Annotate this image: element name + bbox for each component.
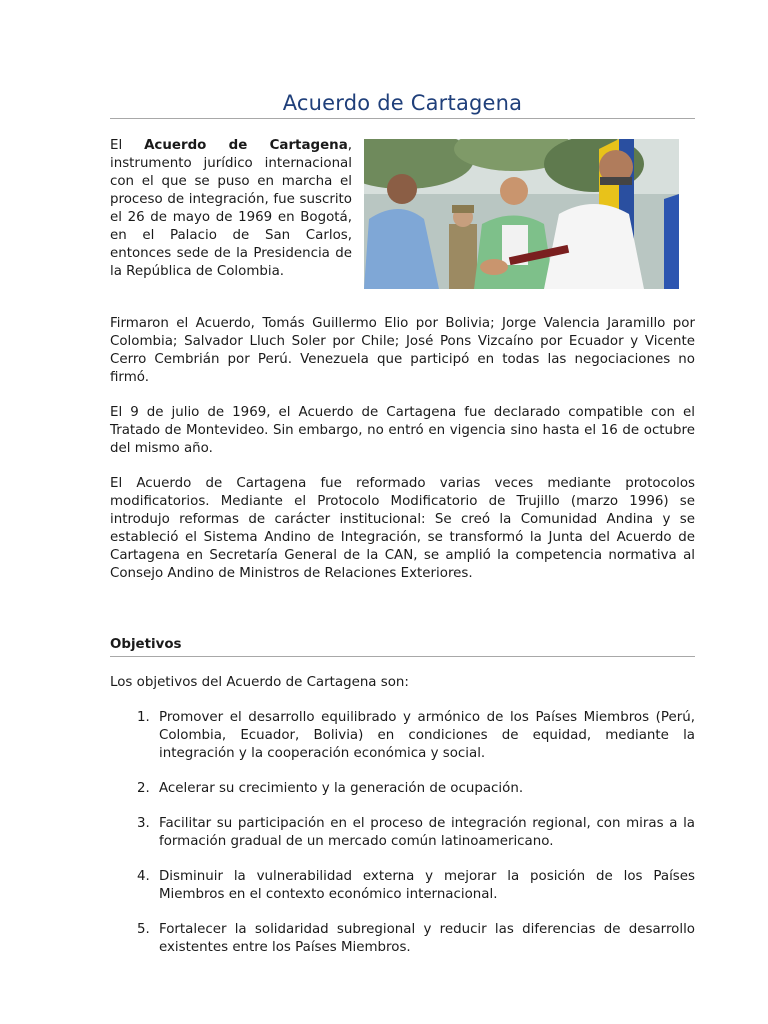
list-item (110, 815, 695, 851)
list-number: 4. (137, 869, 150, 884)
list-text: Disminuir la vulnerabilidad externa y mejorar la posición de los Países Miembros en el contexto económico internacional. (159, 869, 695, 902)
list-number: 2. (137, 781, 150, 796)
signing-photo (364, 139, 679, 289)
spacer (110, 600, 695, 636)
page-title: Acuerdo de Cartagena (282, 91, 523, 115)
paragraph-montevideo: El 9 de julio de 1969, el Acuerdo de Cartagena fue declarado compatible con el Tratado de Montevideo. Sin embargo, no entró en vigencia sino hasta el 16 de octubre del mismo año. (110, 405, 695, 456)
list-text: Facilitar su participación en el proceso de integración regional, con miras a la formación gradual de un mercado común latinoamericano. (159, 816, 695, 849)
list-number: 5. (137, 922, 150, 937)
list-text: Promover el desarrollo equilibrado y armónico de los Países Miembros (Perú, Colombia, Ecuador, Bolivia) en condiciones de equidad, mediante la integración y la cooperación económica y social. (159, 710, 695, 761)
list-item (110, 868, 695, 904)
intro-paragraph (110, 137, 352, 281)
objectives-intro: Los objetivos del Acuerdo de Cartagena son: (110, 675, 409, 690)
paragraph-signatories: Firmaron el Acuerdo, Tomás Guillermo Elio por Bolivia; Jorge Valencia Jaramillo por Colombia; Salvador Lluch Soler por Chile; José Pons Vizcaíno por Ecuador y Vicente Cerro Cembrián por Perú. Venezuela que participó en todas las negociaciones no firmó. (110, 316, 695, 385)
paragraph-reforms: El Acuerdo de Cartagena fue reformado varias veces mediante protocolos modificatorios. Mediante el Protocolo Modificatorio de Trujillo (marzo 1996) se introdujo reformas de carácter institucional: Se creó la Comunidad Andina y se estableció el Sistema Andino de Integración, se transformó la Junta del Acuerdo de Cartagena en Secretaría General de la CAN, se amplió la competencia normativa al Consejo Andino de Ministros de Relaciones Exteriores. (110, 476, 695, 581)
list-item (110, 709, 695, 763)
list-item (110, 780, 695, 798)
section-heading-objetivos: Objetivos (110, 637, 182, 652)
list-item (110, 921, 695, 957)
intro-lead: El (110, 138, 145, 153)
list-number: 1. (137, 710, 150, 725)
section-divider (110, 656, 695, 657)
intro-bold-term: Acuerdo de Cartagena (144, 138, 348, 153)
list-text: Fortalecer la solidaridad subregional y reducir las diferencias de desarrollo existentes entre los Países Miembros. (159, 922, 695, 955)
intro-block (110, 137, 695, 315)
objectives-list (110, 709, 695, 957)
list-text: Acelerar su crecimiento y la generación de ocupación. (159, 781, 524, 796)
list-number: 3. (137, 816, 150, 831)
intro-rest: , instrumento jurídico internacional con el que se puso en marcha el proceso de integración, fue suscrito el 26 de mayo de 1969 en Bogotá, en el Palacio de San Carlos, entonces sede de la Presidencia de la República de Colombia. (110, 138, 352, 279)
title-divider (110, 118, 695, 119)
document-page (110, 88, 695, 974)
